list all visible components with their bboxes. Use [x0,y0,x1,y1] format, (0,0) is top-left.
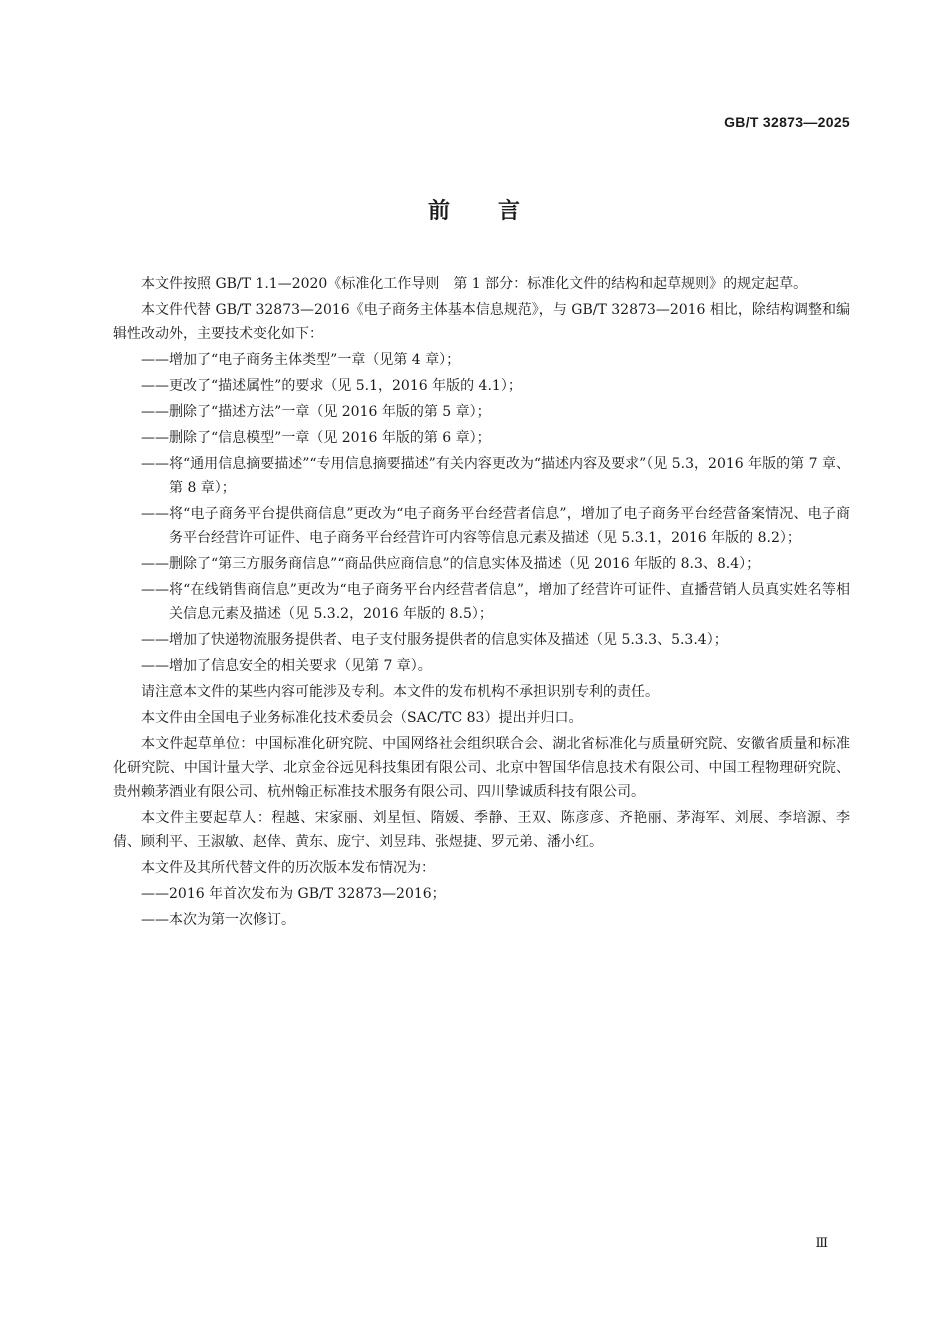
drafters-paragraph: 本文件主要起草人：程越、宋家丽、刘星恒、隋媛、季静、王双、陈彦彦、齐艳丽、茅海军、刘展、李培源、李倩、顾利平、王淑敏、赵倖、黄东、庞宁、刘昱玮、张煜捷、罗元弟、潘小红。 [113,810,850,850]
history-list [113,882,850,932]
page-title [0,194,950,225]
history-intro: 本文件及其所代替文件的历次版本发布情况为： [141,860,435,876]
dash-marker: —— [141,404,169,420]
list-item: —— 增加了“电子商务主体类型”一章（见第 4 章）； [113,348,850,372]
list-item: —— 将“在线销售商信息”更改为“电子商务平台内经营者信息”，增加了经营许可证件、直播营销人员真实姓名等相关信息元素及描述（见 5.3.2，2016 年版的 8.5）； [113,578,850,626]
changes-list [113,348,850,678]
dash-marker: —— [141,632,169,648]
dash-marker: —— [141,430,169,446]
list-item: —— 增加了快递物流服务提供者、电子支付服务提供者的信息实体及描述（见 5.3.3、5.3.4）； [113,628,850,652]
dash-marker: —— [141,506,169,522]
dash-marker: —— [141,912,169,928]
dash-marker: —— [141,582,169,598]
dash-marker: —— [141,658,169,674]
list-item: —— 增加了信息安全的相关要求（见第 7 章）。 [113,654,850,678]
dash-marker: —— [141,886,169,902]
list-item: —— 删除了“信息模型”一章（见 2016 年版的第 6 章）； [113,426,850,450]
dash-marker: —— [141,456,169,472]
title-char: 前 [427,199,452,224]
list-item: —— 本次为第一次修订。 [113,908,850,932]
list-item: —— 将“电子商务平台提供商信息”更改为“电子商务平台经营者信息”，增加了电子商务平台经营备案情况、电子商务平台经营许可证件、电子商务平台经营许可内容等信息元素及描述（见 5.3.1，2016 年版的 8.2）； [113,502,850,550]
list-item: —— 将“通用信息摘要描述”“专用信息摘要描述”有关内容更改为“描述内容及要求”（见 5.3，2016 年版的第 7 章、第 8 章）； [113,452,850,500]
dash-marker: —— [141,378,169,394]
foreword-body [113,272,850,934]
replacement-paragraph: 本文件代替 GB/T 32873—2016《电子商务主体基本信息规范》，与 GB/T 32873—2016 相比，除结构调整和编辑性改动外，主要技术变化如下： [113,302,850,342]
list-item: —— 更改了“描述属性”的要求（见 5.1，2016 年版的 4.1）； [113,374,850,398]
intro-paragraph: 本文件按照 GB/T 1.1—2020《标准化工作导则 第 1 部分：标准化文件的结构和起草规则》的规定起草。 [141,276,808,292]
page-number: Ⅲ [815,1236,828,1251]
title-char: 言 [498,199,523,224]
drafting-units-paragraph: 本文件起草单位：中国标准化研究院、中国网络社会组织联合会、湖北省标准化与质量研究院、安徽省质量和标准化研究院、中国计量大学、北京金谷远见科技集团有限公司、北京中智国华信息技术有限公司、中国工程物理研究院、贵州赖茅酒业有限公司、杭州翰正标准技术服务有限公司、四川挚诚质科技有限公司。 [113,736,850,800]
list-item: —— 删除了“描述方法”一章（见 2016 年版的第 5 章）； [113,400,850,424]
dash-marker: —— [141,352,169,368]
patent-notice: 请注意本文件的某些内容可能涉及专利。本文件的发布机构不承担识别专利的责任。 [141,684,659,700]
list-item: —— 2016 年首次发布为 GB/T 32873—2016； [113,882,850,906]
list-item: —— 删除了“第三方服务商信息”“商品供应商信息”的信息实体及描述（见 2016 年版的 8.3、8.4）； [113,552,850,576]
standard-number: GB/T 32873—2025 [724,114,850,130]
proposer-paragraph: 本文件由全国电子业务标准化技术委员会（SAC/TC 83）提出并归口。 [141,710,583,726]
dash-marker: —— [141,556,169,572]
